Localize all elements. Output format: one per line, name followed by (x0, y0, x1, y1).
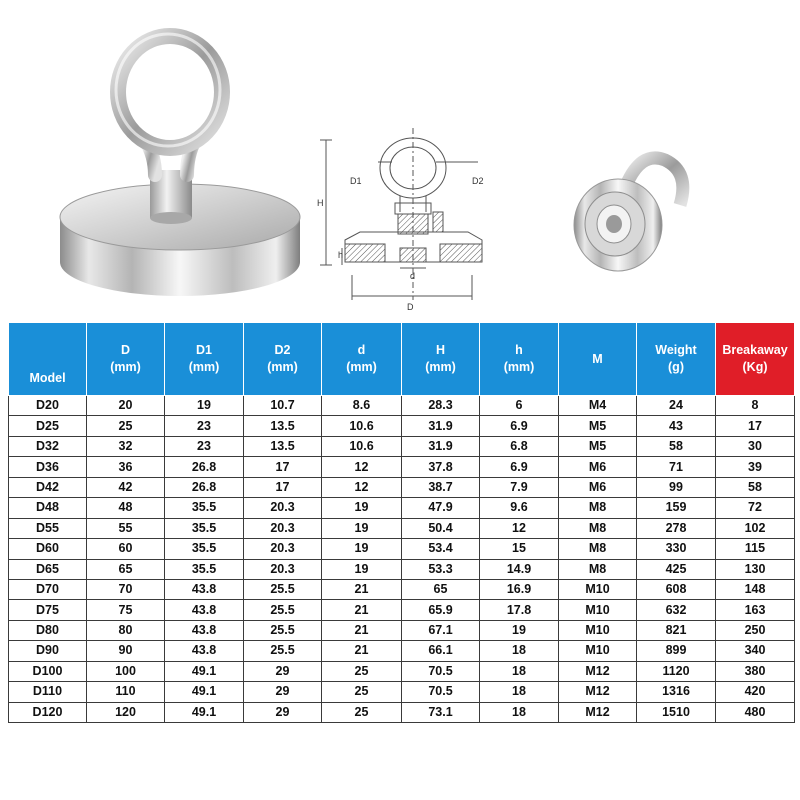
table-cell: 10.6 (322, 436, 402, 456)
table-cell: 12 (322, 457, 402, 477)
table-cell: 29 (244, 661, 322, 681)
table-cell: 35.5 (165, 518, 244, 538)
table-cell: 21 (322, 620, 402, 640)
table-cell: 28.3 (402, 396, 480, 416)
table-cell: M8 (559, 539, 637, 559)
table-cell: 72 (716, 498, 795, 518)
table-cell: 250 (716, 620, 795, 640)
table-cell: 19 (322, 559, 402, 579)
table-cell: 65 (87, 559, 165, 579)
table-row (9, 539, 795, 559)
table-cell: 425 (637, 559, 716, 579)
table-cell: M8 (559, 559, 637, 579)
table-row (9, 457, 795, 477)
table-cell: 25 (87, 416, 165, 436)
table-cell: 10.7 (244, 396, 322, 416)
column-header-breakaway (716, 323, 795, 396)
header-row (9, 323, 795, 396)
table-cell: M5 (559, 436, 637, 456)
magnet-bottom-photo (574, 158, 683, 271)
table-cell: M6 (559, 477, 637, 497)
table-cell: 21 (322, 600, 402, 620)
header-unit: (mm) (346, 360, 377, 374)
table-cell: 480 (716, 702, 795, 722)
table-cell: 17 (244, 457, 322, 477)
table-cell: 25.5 (244, 641, 322, 661)
table-cell: 48 (87, 498, 165, 518)
table-cell: 75 (87, 600, 165, 620)
table-cell: 31.9 (402, 416, 480, 436)
table-cell: 17 (244, 477, 322, 497)
table-cell: 35.5 (165, 559, 244, 579)
table-cell: 73.1 (402, 702, 480, 722)
table-row (9, 396, 795, 416)
table-cell: D25 (9, 416, 87, 436)
table-cell: D55 (9, 518, 87, 538)
table-cell: 20.3 (244, 498, 322, 518)
header-label: H (435, 343, 446, 357)
table-cell: 100 (87, 661, 165, 681)
table-cell: 67.1 (402, 620, 480, 640)
table-row (9, 620, 795, 640)
table-cell: 39 (716, 457, 795, 477)
table-cell: 26.8 (165, 457, 244, 477)
table-cell: 49.1 (165, 661, 244, 681)
table-cell: 35.5 (165, 539, 244, 559)
label-D: D (407, 302, 414, 312)
table-cell: 29 (244, 682, 322, 702)
table-cell: 43.8 (165, 579, 244, 599)
table-cell: D65 (9, 559, 87, 579)
table-cell: 163 (716, 600, 795, 620)
table-cell: 340 (716, 641, 795, 661)
table-cell: 899 (637, 641, 716, 661)
header-unit: (mm) (188, 360, 220, 374)
table-cell: D60 (9, 539, 87, 559)
table-row (9, 641, 795, 661)
table-cell: 18 (480, 641, 559, 661)
table-cell: 47.9 (402, 498, 480, 518)
table-cell: D42 (9, 477, 87, 497)
column-header-d1 (165, 323, 244, 396)
table-cell: D110 (9, 682, 87, 702)
header-unit: (Kg) (742, 360, 768, 374)
table-cell: 25.5 (244, 579, 322, 599)
table-cell: 12 (480, 518, 559, 538)
table-cell: 70.5 (402, 661, 480, 681)
table-cell: 159 (637, 498, 716, 518)
table-cell: 32 (87, 436, 165, 456)
table-row (9, 477, 795, 497)
table-cell: D100 (9, 661, 87, 681)
table-row (9, 518, 795, 538)
table-cell: 29 (244, 702, 322, 722)
table-cell: 58 (637, 436, 716, 456)
table-cell: M10 (559, 641, 637, 661)
magnet-photo (60, 34, 300, 296)
table-cell: 19 (480, 620, 559, 640)
label-D2: D2 (472, 176, 484, 186)
header-unit: (mm) (267, 360, 298, 374)
column-header-d (322, 323, 402, 396)
column-header-d (87, 323, 165, 396)
table-cell: 330 (637, 539, 716, 559)
table-cell: 30 (716, 436, 795, 456)
table-cell: 26.8 (165, 477, 244, 497)
column-header-h (480, 323, 559, 396)
table-cell: 21 (322, 579, 402, 599)
technical-drawing (317, 128, 484, 312)
header-label: D2 (274, 343, 291, 357)
label-D1: D1 (350, 176, 362, 186)
header-label: Model (29, 371, 66, 385)
table-cell: 19 (322, 498, 402, 518)
table-cell: M8 (559, 498, 637, 518)
column-header-model (9, 323, 87, 396)
table-cell: 25 (322, 682, 402, 702)
table-cell: 13.5 (244, 416, 322, 436)
table-cell: 14.9 (480, 559, 559, 579)
table-cell: 20.3 (244, 518, 322, 538)
table-cell: M10 (559, 579, 637, 599)
table-cell: 115 (716, 539, 795, 559)
table-cell: 6.8 (480, 436, 559, 456)
table-cell: 12 (322, 477, 402, 497)
table-cell: 24 (637, 396, 716, 416)
table-cell: M4 (559, 396, 637, 416)
table-cell: 43.8 (165, 641, 244, 661)
table-cell: 25 (322, 702, 402, 722)
table-cell: 70 (87, 579, 165, 599)
table-cell: 42 (87, 477, 165, 497)
table-cell: 65 (402, 579, 480, 599)
table-cell: D75 (9, 600, 87, 620)
table-cell: 19 (322, 518, 402, 538)
table-cell: 6 (480, 396, 559, 416)
table-cell: 18 (480, 661, 559, 681)
table-cell: D70 (9, 579, 87, 599)
table-cell: 148 (716, 579, 795, 599)
table-cell: 19 (165, 396, 244, 416)
column-header-weight (637, 323, 716, 396)
table-cell: 70.5 (402, 682, 480, 702)
table-cell: 7.9 (480, 477, 559, 497)
table-cell: 17.8 (480, 600, 559, 620)
table-cell: 608 (637, 579, 716, 599)
column-header-d2 (244, 323, 322, 396)
table-cell: 49.1 (165, 702, 244, 722)
table-cell: 380 (716, 661, 795, 681)
table-row (9, 702, 795, 722)
table-cell: M6 (559, 457, 637, 477)
table-cell: 6.9 (480, 457, 559, 477)
table-cell: 80 (87, 620, 165, 640)
header-label: D (120, 343, 131, 357)
table-cell: 1120 (637, 661, 716, 681)
table-cell: 90 (87, 641, 165, 661)
table-cell: M8 (559, 518, 637, 538)
table-cell: 23 (165, 416, 244, 436)
column-header-h (402, 323, 480, 396)
header-label: h (515, 343, 523, 357)
table-cell: D36 (9, 457, 87, 477)
table-cell: 110 (87, 682, 165, 702)
table-cell: 8.6 (322, 396, 402, 416)
table-cell: 18 (480, 682, 559, 702)
table-cell: 20 (87, 396, 165, 416)
table-cell: 35.5 (165, 498, 244, 518)
table-cell: 9.6 (480, 498, 559, 518)
table-cell: 25.5 (244, 620, 322, 640)
table-cell: 25 (322, 661, 402, 681)
table-cell: 20.3 (244, 539, 322, 559)
table-cell: M12 (559, 661, 637, 681)
table-cell: 43.8 (165, 620, 244, 640)
header-label: Weight (655, 343, 697, 357)
header-label: D1 (196, 343, 212, 357)
table-cell: 60 (87, 539, 165, 559)
table-cell: M10 (559, 620, 637, 640)
table-cell: D20 (9, 396, 87, 416)
table-cell: 19 (322, 539, 402, 559)
label-h: h (338, 250, 344, 260)
table-cell: 66.1 (402, 641, 480, 661)
table-cell: D48 (9, 498, 87, 518)
header-unit: (mm) (110, 360, 141, 374)
table-cell: 20.3 (244, 559, 322, 579)
table-cell: 99 (637, 477, 716, 497)
table-cell: 13.5 (244, 436, 322, 456)
table-row (9, 579, 795, 599)
table-cell: 16.9 (480, 579, 559, 599)
table-cell: 49.1 (165, 682, 244, 702)
table-cell: D120 (9, 702, 87, 722)
table-cell: 37.8 (402, 457, 480, 477)
header-label: M (592, 351, 603, 366)
table-cell: 50.4 (402, 518, 480, 538)
column-header-m (559, 323, 637, 396)
table-cell: M12 (559, 702, 637, 722)
table-cell: 15 (480, 539, 559, 559)
table-cell: 31.9 (402, 436, 480, 456)
table-cell: 632 (637, 600, 716, 620)
table-cell: 25.5 (244, 600, 322, 620)
header-label: d (357, 343, 366, 357)
table-cell: 821 (637, 620, 716, 640)
table-row (9, 559, 795, 579)
table-cell: 23 (165, 436, 244, 456)
table-cell: 43.8 (165, 600, 244, 620)
table-cell: 1316 (637, 682, 716, 702)
table-cell: 18 (480, 702, 559, 722)
table-row (9, 498, 795, 518)
table-cell: D90 (9, 641, 87, 661)
table-cell: 10.6 (322, 416, 402, 436)
table-cell: 102 (716, 518, 795, 538)
table-cell: 53.4 (402, 539, 480, 559)
table-cell: 38.7 (402, 477, 480, 497)
table-row (9, 600, 795, 620)
table-cell: 8 (716, 396, 795, 416)
label-H: H (317, 198, 324, 208)
spec-table (8, 322, 795, 723)
product-images (0, 0, 800, 315)
table-cell: 420 (716, 682, 795, 702)
table-cell: M10 (559, 600, 637, 620)
table-cell: 65.9 (402, 600, 480, 620)
header-unit: (mm) (425, 360, 456, 374)
table-cell: 53.3 (402, 559, 480, 579)
table-row (9, 416, 795, 436)
header-label: Breakaway (722, 343, 788, 357)
table-cell: 58 (716, 477, 795, 497)
table-row (9, 436, 795, 456)
header-unit: (g) (668, 360, 684, 374)
table-cell: 278 (637, 518, 716, 538)
table-row (9, 682, 795, 702)
table-row (9, 661, 795, 681)
table-cell: 6.9 (480, 416, 559, 436)
table-cell: 130 (716, 559, 795, 579)
table-cell: 21 (322, 641, 402, 661)
table-cell: M5 (559, 416, 637, 436)
table-cell: 17 (716, 416, 795, 436)
label-d: d (410, 271, 416, 281)
table-cell: 43 (637, 416, 716, 436)
header-unit: (mm) (503, 360, 535, 374)
table-cell: 55 (87, 518, 165, 538)
table-cell: 71 (637, 457, 716, 477)
table-cell: D32 (9, 436, 87, 456)
table-cell: 1510 (637, 702, 716, 722)
table-cell: 120 (87, 702, 165, 722)
table-cell: M12 (559, 682, 637, 702)
table-cell: 36 (87, 457, 165, 477)
table-cell: D80 (9, 620, 87, 640)
